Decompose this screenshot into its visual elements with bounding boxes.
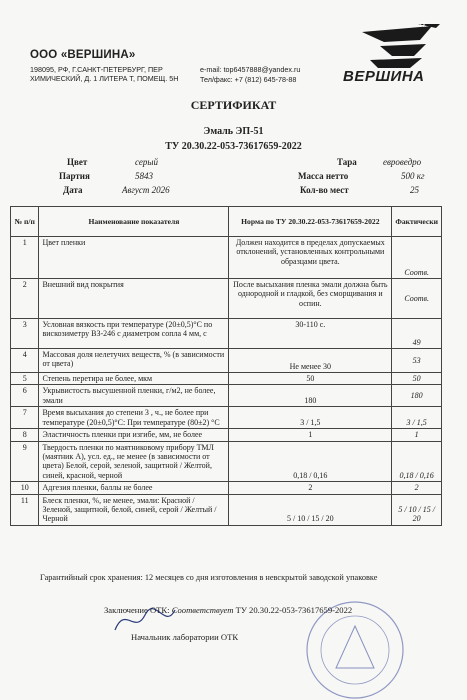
conclusion-label: Заключение ОТК: <box>104 605 170 615</box>
product-name: Эмаль ЭП-51 <box>203 126 264 137</box>
row-fact: 53 <box>392 349 442 373</box>
table-row <box>11 429 442 441</box>
header-norm: Норма по ТУ 20.30.22-053-73617659-2022 <box>229 207 392 237</box>
table-row <box>11 319 442 349</box>
row-norm: Не менее 30 <box>229 349 392 373</box>
batch-value: 5843 <box>135 171 153 181</box>
date-value: Август 2026 <box>122 185 170 195</box>
row-fact: 0,18 / 0,16 <box>392 441 442 482</box>
company-address <box>30 65 178 83</box>
row-name: Внешний вид покрытия <box>39 279 229 319</box>
row-num: 8 <box>11 429 39 441</box>
table-row <box>11 279 442 319</box>
table-row <box>11 407 442 429</box>
row-fact: 2 <box>392 482 442 494</box>
row-norm: После высыхания пленка эмали должна быть однородной и гладкой, без сморщивания и оспин. <box>229 279 392 319</box>
row-num: 2 <box>11 279 39 319</box>
row-num: 4 <box>11 349 39 373</box>
row-fact: 49 <box>392 319 442 349</box>
row-norm: 50 <box>229 373 392 385</box>
row-norm: Должен находится в пределах допускаемых отклонений, установленных контрольными образцами цвета. <box>229 237 392 279</box>
product-spec: ТУ 20.30.22-053-73617659-2022 <box>165 141 302 152</box>
batch-label: Партия <box>59 171 90 181</box>
row-name: Условная вязкость при температуре (20±0,5)°С по вискозиметру ВЗ-246 с диаметром сопла 4 мм, с <box>39 319 229 349</box>
row-norm: 2 <box>229 482 392 494</box>
row-name: Твердость пленки по маятниковому прибору ТМЛ (маятник А), усл. ед., не менее (в зависимости от цвета) Белой, серой, зеленой, защитной / Желтой, синей, красной, черной <box>39 441 229 482</box>
table-row <box>11 441 442 482</box>
address-line-1: 198095, РФ, Г.САНКТ-ПЕТЕРБУРГ, ПЕР <box>30 65 163 74</box>
company-contacts <box>200 65 300 84</box>
color-label: Цвет <box>67 157 88 167</box>
table-row <box>11 237 442 279</box>
table-row <box>11 494 442 525</box>
net-weight-value: 500 кг <box>401 171 425 181</box>
row-name-text: Время высыхания до степени 3 , ч., не более при температуре (20±0,5)°С: При температуре (80±2) °С <box>42 408 220 427</box>
table-row <box>11 349 442 373</box>
row-fact: 3 / 1,5 <box>392 407 442 429</box>
row-fact: 50 <box>392 373 442 385</box>
row-name: Цвет пленки <box>39 237 229 279</box>
places-value: 25 <box>410 185 419 195</box>
container-value: евроведро <box>383 157 422 167</box>
header-name: Наименование показателя <box>39 207 229 237</box>
row-name: Эластичность пленки при изгибе, мм, не более <box>39 429 229 441</box>
row-num: 6 <box>11 385 39 407</box>
container-label: Тара <box>337 157 357 167</box>
row-fact: Соотв. <box>392 237 442 279</box>
address-line-2: ХИМИЧЕСКИЙ, Д. 1 ЛИТЕРА Т, ПОМЕЩ. 5Н <box>30 74 179 83</box>
row-fact: Соотв. <box>392 279 442 319</box>
certificate-title: СЕРТИФИКАТ <box>190 98 277 112</box>
row-num: 11 <box>11 494 39 525</box>
header-fact: Фактически <box>392 207 442 237</box>
table-row <box>11 373 442 385</box>
row-num: 7 <box>11 407 39 429</box>
row-fact: 5 / 10 / 15 / 20 <box>392 494 442 525</box>
row-name: Массовая доля нелетучих веществ, % (в зависимости от цвета) <box>39 349 229 373</box>
conclusion-value: Соответствует <box>171 605 234 615</box>
header-num: № п/п <box>11 207 39 237</box>
row-norm: 0,18 / 0,16 <box>229 441 392 482</box>
row-fact: 180 <box>392 385 442 407</box>
table-header-row <box>11 207 442 237</box>
row-fact: 1 <box>392 429 442 441</box>
conclusion-spec: ТУ 20.30.22-053-73617659-2022 <box>235 605 353 615</box>
row-name: Степень перетира не более, мкм <box>39 373 229 385</box>
lab-head-label: Начальник лаборатории ОТК <box>131 632 239 642</box>
otk-conclusion <box>104 605 352 615</box>
row-name <box>39 407 229 429</box>
logo-small-text: ГК <box>420 23 426 29</box>
date-label: Дата <box>63 185 83 195</box>
row-norm: 1 <box>229 429 392 441</box>
phone-text: Тел/факс: +7 (812) 645-78-88 <box>200 74 297 84</box>
row-name: Адгезия пленки, баллы не более <box>39 482 229 494</box>
net-weight-label: Масса нетто <box>298 171 349 181</box>
company-name: ООО «ВЕРШИНА» <box>30 49 136 61</box>
row-name: Блеск пленки, %, не менее, эмали: Красной / Зеленой, защитной, белой, синей, серой / Желтый / Черной <box>39 494 229 525</box>
row-norm: 180 <box>229 385 392 407</box>
row-num: 9 <box>11 441 39 482</box>
color-value: серый <box>135 157 158 167</box>
table-row <box>11 482 442 494</box>
places-label: Кол-во мест <box>300 185 349 195</box>
logo-wordmark: ВЕРШИНА <box>343 68 425 85</box>
row-norm: 3 / 1,5 <box>229 407 392 429</box>
row-norm: 5 / 10 / 15 / 20 <box>229 494 392 525</box>
warranty-text: Гарантийный срок хранения: 12 месяцев со дня изготовления в невскрытой заводской упаковке <box>40 573 378 582</box>
row-num: 5 <box>11 373 39 385</box>
row-norm: 30-110 с. <box>229 319 392 349</box>
email-text: e-mail: top6457888@yandex.ru <box>200 65 301 74</box>
spec-table <box>10 206 442 526</box>
row-name: Укрывистость высушенной пленки, г/м2, не более, эмали <box>39 385 229 407</box>
table-row <box>11 385 442 407</box>
row-num: 10 <box>11 482 39 494</box>
row-num: 3 <box>11 319 39 349</box>
row-num: 1 <box>11 237 39 279</box>
